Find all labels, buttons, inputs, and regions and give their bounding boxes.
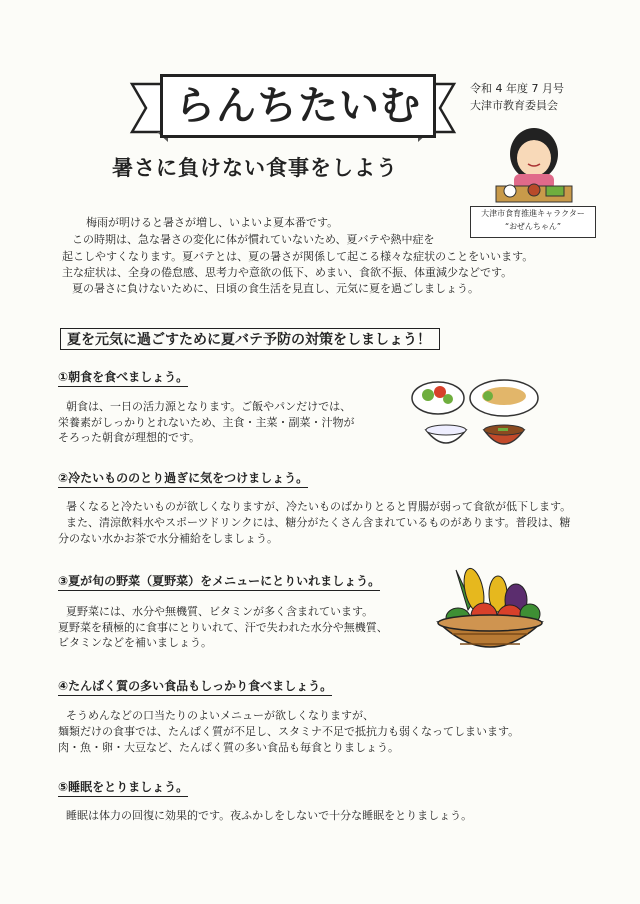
vegetable-basket-illustration (432, 560, 548, 660)
tip-line: 朝食は、一日の活力源となります。ご飯やパンだけでは、 (66, 400, 352, 413)
tip-line: 夏野菜には、水分や無機質、ビタミンが多く含まれています。 (66, 605, 374, 618)
section-title: 夏を元気に過ごすために夏バテ予防の対策をしましょう！ (60, 328, 440, 350)
tip-line: ビタミンなどを補いましょう。 (58, 636, 212, 649)
tip-heading-sleep: ⑤睡眠をとりましょう。 (58, 779, 188, 797)
tip-line: 暑くなると冷たいものが欲しくなりますが、冷たいものばかりとると胃腸が弱って食欲が低下します。 (66, 500, 572, 513)
publisher: 大津市教育委員会 (470, 99, 558, 112)
breakfast-set-illustration (408, 376, 544, 458)
tip-heading-cold-food: ②冷たいもののとり過ぎに気をつけましょう。 (58, 470, 308, 488)
tip-heading-protein: ④たんぱく質の多い食品もしっかり食べましょう。 (58, 678, 332, 696)
tip-line: 肉・魚・卵・大豆など、たんぱく質の多い食品も毎食とりましょう。 (58, 741, 399, 754)
mascot-caption: 大津市食育推進キャラクター “おぜんちゃん” (470, 206, 596, 238)
issue-date: 令和 4 年度 7 月号 (470, 82, 564, 95)
intro-line: 梅雨が明けると暑さが増し、いよいよ夏本番です。 (86, 216, 339, 229)
tip-line: そうめんなどの口当たりのよいメニューが欲しくなりますが、 (66, 709, 374, 722)
banner-title: らんちたいむ (160, 74, 436, 138)
tip-line: そろった朝食が理想的です。 (58, 431, 201, 444)
tip-line: 栄養素がしっかりとれないため、主食・主菜・副菜・汁物が (58, 416, 355, 429)
tip-line: 夏野菜を積極的に食事にとりいれて、汗で失われた水分や無機質、 (58, 621, 388, 634)
intro-line: 主な症状は、全身の倦怠感、思考力や意欲の低下、めまい、食欲不振、体重減少などです。 (62, 266, 513, 279)
page-subtitle: 暑さに負けない食事をしよう (112, 156, 398, 180)
intro-line: 夏の暑さに負けないために、日頃の食生活を見直し、元気に夏を過ごしましょう。 (72, 282, 479, 295)
tip-line: 麺類だけの食事では、たんぱく質が不足し、スタミナ不足で抵抗力も弱くなってしまいます。 (58, 725, 520, 738)
mascot-ozen-chan-illustration (488, 114, 580, 206)
tip-heading-breakfast: ①朝食を食べましょう。 (58, 369, 188, 387)
tip-line: 分のない水かお茶で水分補給をしましょう。 (58, 532, 278, 545)
tip-line: 睡眠は体力の回復に効果的です。夜ふかしをしないで十分な睡眠をとりましょう。 (66, 809, 473, 822)
intro-line: この時期は、急な暑さの変化に体が慣れていないため、夏バテや熱中症を (72, 233, 435, 246)
tip-heading-summer-vegetables: ③夏が旬の野菜（夏野菜）をメニューにとりいれましょう。 (58, 573, 380, 591)
intro-line: 起こしやすくなります。夏バテとは、夏の暑さが関係して起こる様々な症状のことをいいます。 (62, 250, 534, 263)
tip-line: また、清涼飲料水やスポーツドリンクには、糖分がたくさん含まれているものがあります。普段は、糖 (66, 516, 571, 529)
